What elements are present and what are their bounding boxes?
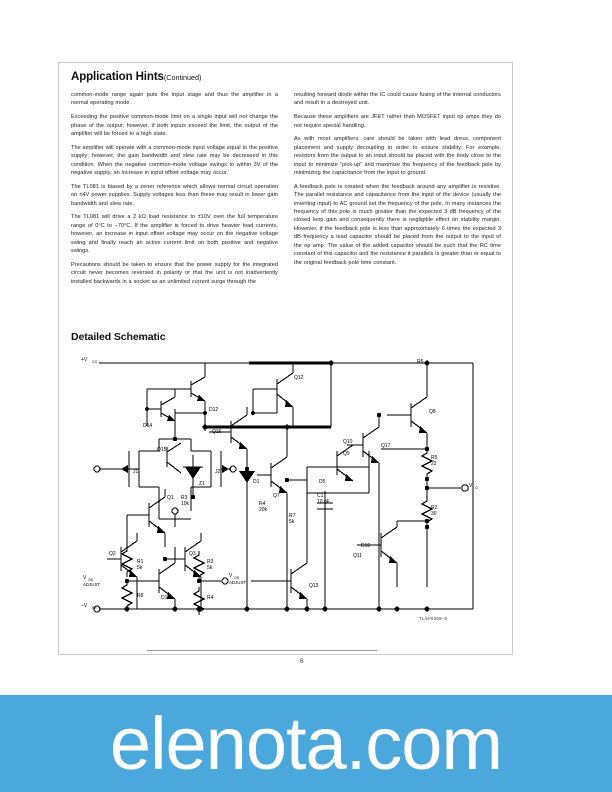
svg-text:R6: R6 [417, 359, 424, 365]
footer-divider [147, 650, 377, 651]
svg-text:ADJUST: ADJUST [229, 580, 247, 585]
body-columns [71, 91, 501, 286]
svg-text:Q16: Q16 [212, 429, 222, 435]
svg-text:J2: J2 [215, 469, 221, 475]
svg-text:Q11: Q11 [353, 553, 363, 559]
watermark-banner [0, 695, 612, 792]
svg-text:5k: 5k [137, 565, 143, 571]
svg-text:R8: R8 [137, 593, 144, 599]
svg-text:R4: R4 [207, 595, 214, 601]
svg-text:20k: 20k [259, 507, 268, 513]
svg-text:OS: OS [88, 578, 94, 582]
svg-text:C1: C1 [317, 493, 324, 499]
continued-note: (Continued) [163, 73, 202, 82]
svg-text:R5: R5 [431, 455, 438, 461]
svg-text:Q9: Q9 [343, 451, 350, 457]
paragraph: Because these amplifiers are JFET rather than MOSFET input op amps they do not require special handling. [294, 114, 501, 129]
paragraph: Precautions should be taken to ensure that the power supply for the integrated circuit never becomes reversed in polarity or that the unit is not inadvertently installed backwards in a socket as an unlimited current surge through the [71, 261, 278, 285]
paragraph: Exceeding the positive common-mode limit on a single input will not change the phase of the output; however, if both inputs exceed the limit, the output of the amplifier will be forced to a high state. [71, 114, 278, 137]
svg-text:5k: 5k [289, 519, 295, 525]
svg-text:Z1: Z1 [199, 481, 205, 487]
application-hints-title: Application Hints [71, 71, 164, 83]
svg-text:Q15: Q15 [157, 447, 167, 453]
right-text-column [294, 91, 501, 286]
svg-text:Q1: Q1 [167, 495, 174, 501]
svg-text:Q7: Q7 [273, 493, 280, 499]
svg-text:ADJUST: ADJUST [83, 582, 101, 587]
svg-text:D12: D12 [209, 407, 219, 413]
svg-text:10k: 10k [181, 501, 190, 507]
svg-text:10 pF: 10 pF [317, 499, 330, 505]
svg-text:D5: D5 [319, 479, 326, 485]
svg-text:−V: −V [81, 603, 88, 609]
svg-text:OS: OS [234, 576, 240, 580]
detailed-schematic-figure [81, 351, 491, 619]
svg-text:R3: R3 [181, 495, 188, 501]
svg-text:R2: R2 [431, 505, 438, 511]
schematic-labels [81, 357, 478, 610]
paragraph: A feedback pole is created when the feedback around any amplifier is resistive. The parallel resistance and capacitance from the input of the device (usually the inverting input) to AC ground set the frequency of the pole. In many instances the frequency of this pole is much greater than the expected 3 dB frequency of the closed loop gain and consequently there is negligible effect on stability margin. However, if the feedback pole is less than approximately 6 times the expected 3 dB frequency a lead capacitor should be placed from the output to the input of the op amp. The value of the added capacitor should be such that the RC time constant of this capacitor and the resistance it parallels is greater than or equal to the original feedback pole time constant. [294, 183, 501, 266]
detailed-schematic-title: Detailed Schematic [71, 331, 166, 343]
paragraph: The amplifier will operate with a common-mode input voltage equal to the positive supply; however, the gain bandwidth and slew rate may be decreased in this condition. When the negative common-mode voltage swings to within 3V of the negative supply, an increase in input offset voltage may occur. [71, 144, 278, 176]
svg-text:Q12: Q12 [294, 375, 304, 381]
svg-text:+V: +V [81, 357, 88, 363]
figure-part-number: TL/H/8359–8 [419, 616, 448, 621]
svg-text:J1: J1 [133, 469, 139, 475]
svg-text:O: O [475, 486, 478, 490]
svg-text:EE: EE [92, 606, 97, 610]
paragraph: The TL081 is biased by a zener reference which allows normal circuit operation on ±4V power supplies. Supply voltages less than these may result in lower gain bandwidth and slew rate. [71, 183, 278, 207]
svg-text:Q8: Q8 [429, 409, 436, 415]
left-text-column [71, 91, 278, 286]
svg-text:Q10: Q10 [343, 439, 353, 445]
page-number: 6 [300, 658, 304, 665]
page-title [71, 71, 201, 83]
svg-text:V: V [83, 575, 87, 581]
svg-text:D10: D10 [361, 543, 371, 549]
watermark-text: elenota.com [109, 701, 503, 785]
paragraph: The TL081 will drive a 2 kΩ load resistance to ±10V over the full temperature range of 0°C to −70°C. If the amplifier is forced to drive heavier load currents, however, an increase in input offset voltage may occur on the negative voltage swing and finally reach an active current limit on both positive and negative swings. [71, 214, 278, 254]
svg-text:V: V [469, 483, 473, 489]
svg-text:D14: D14 [143, 423, 153, 429]
svg-text:D18: D18 [161, 595, 171, 601]
svg-text:Q13: Q13 [309, 583, 319, 589]
svg-text:22: 22 [431, 461, 437, 467]
svg-text:R3: R3 [207, 559, 214, 565]
paragraph: common-mode range again puts the input stage and thus the amplifier in a normal operating mode. [71, 92, 278, 107]
svg-text:Q17: Q17 [381, 443, 391, 449]
svg-text:R1: R1 [137, 559, 144, 565]
svg-text:CC: CC [92, 360, 98, 364]
svg-text:R7: R7 [289, 513, 296, 519]
svg-text:Q3: Q3 [189, 551, 196, 557]
svg-text:V: V [229, 573, 233, 579]
paragraph: resulting forward diode within the IC could cause fusing of the internal conductors and result in a destroyed unit. [294, 92, 501, 107]
svg-text:D1: D1 [253, 479, 260, 485]
svg-text:Q2: Q2 [109, 551, 116, 557]
svg-text:30: 30 [431, 511, 437, 517]
schematic-svg [81, 351, 491, 619]
svg-text:5k: 5k [207, 565, 213, 571]
paragraph: As with most amplifiers, care should be taken with lead dress, component placement and supply decoupling in order to ensure stability. For example, resistors from the output to an input should be placed with the body close to the input to minimize “pick-up” and maximize the frequency of the feedback pole by minimizing the capacitance from the input to ground. [294, 136, 501, 176]
svg-text:R4: R4 [259, 501, 266, 507]
datasheet-page-frame [58, 62, 513, 655]
